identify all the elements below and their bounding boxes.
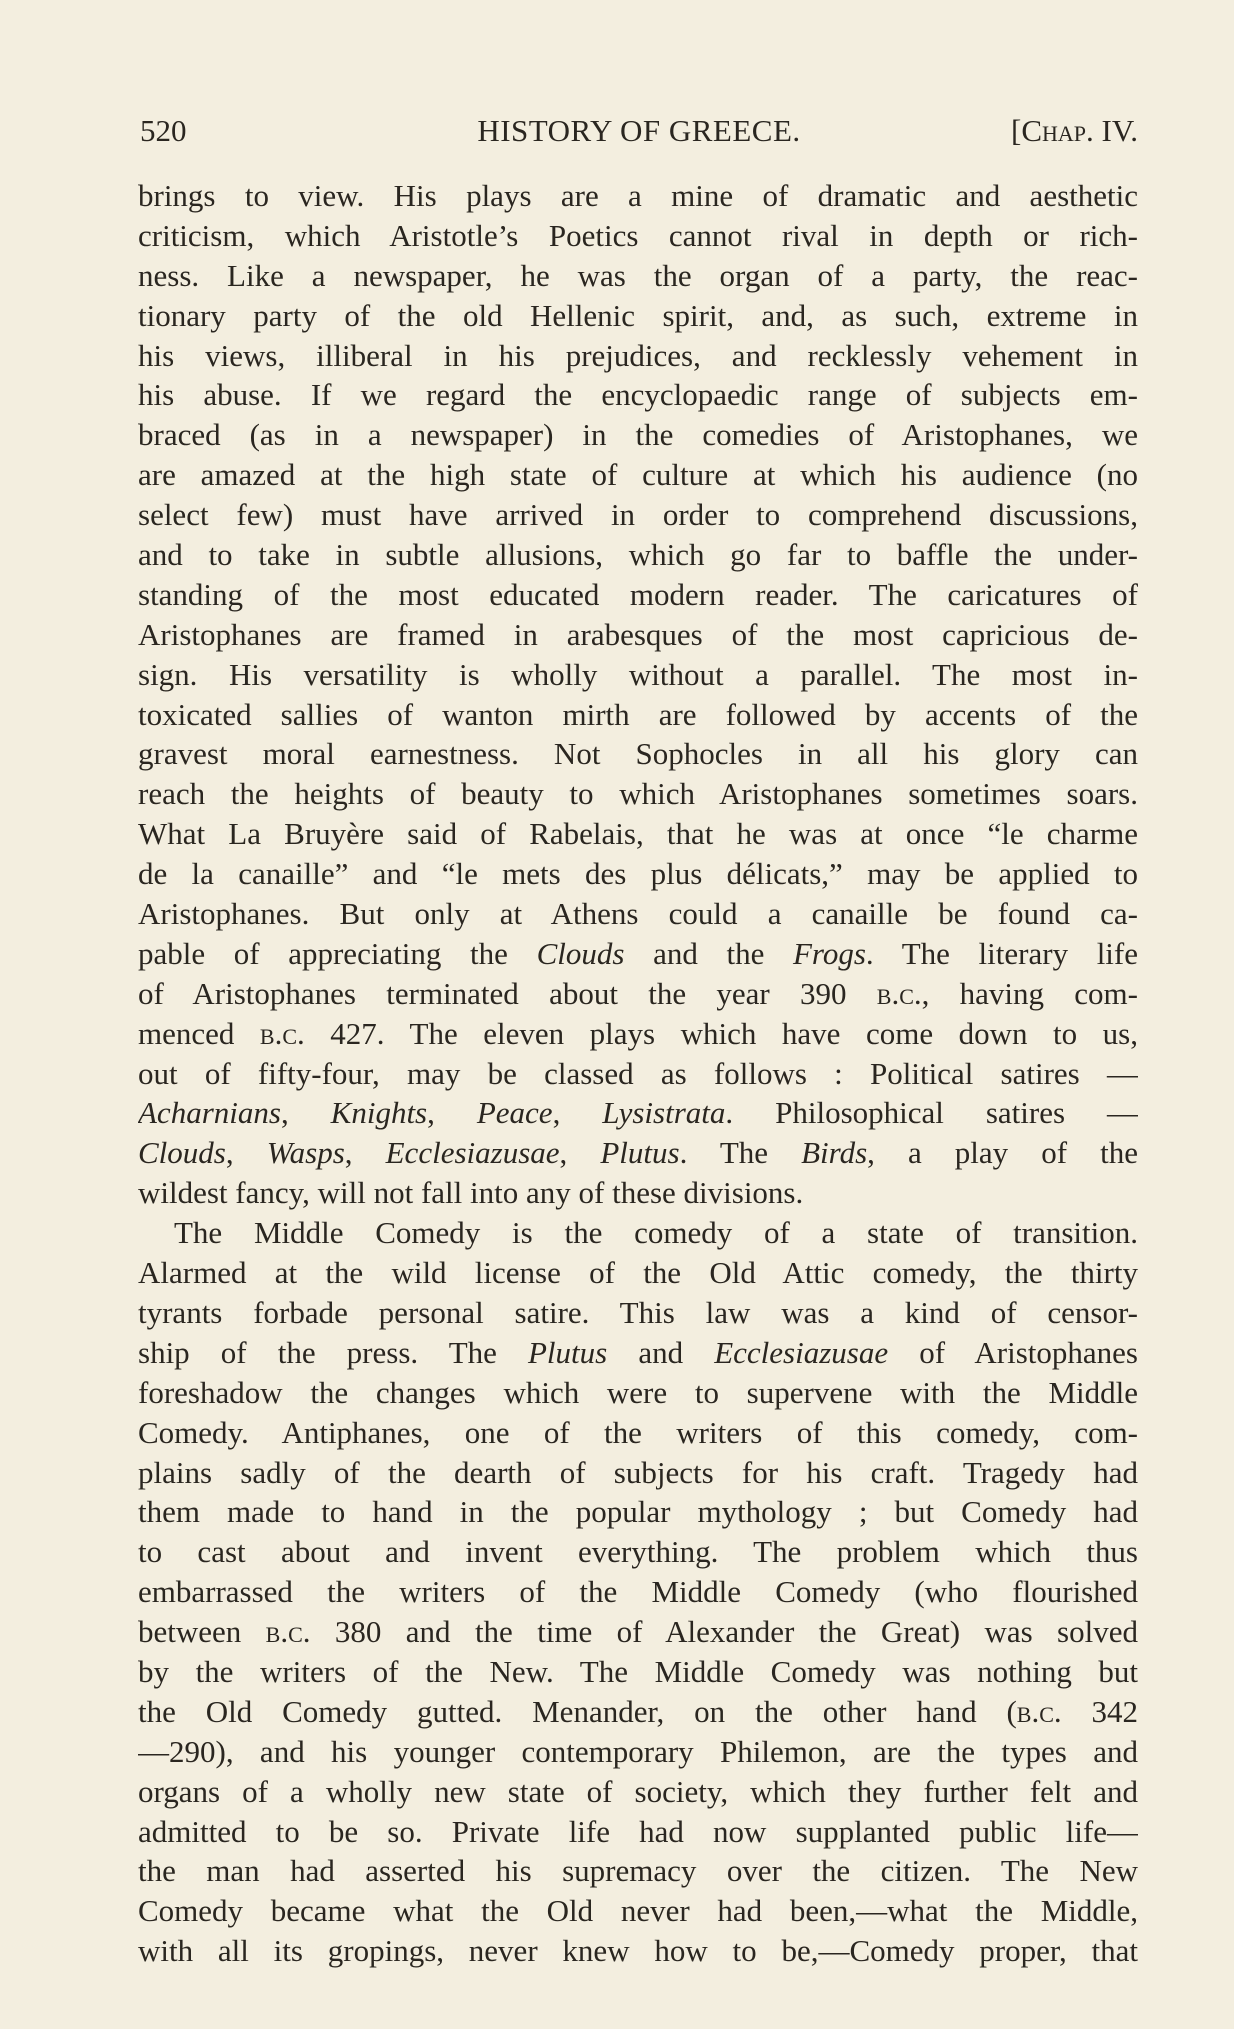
page-number: 520 xyxy=(140,113,187,148)
text-line: select few) must have arrived in order to comprehend discussions, xyxy=(138,497,1138,533)
text-line: Clouds, Wasps, Ecclesiazusae, Plutus. The Birds, a play of the xyxy=(138,1135,1138,1171)
text-line: are amazed at the high state of culture at which his audience (no xyxy=(138,457,1138,493)
text-line: organs of a wholly new state of society, which they further felt and xyxy=(138,1773,1138,1809)
text-line: brings to view. His plays are a mine of dramatic and aesthetic xyxy=(138,178,1138,213)
text-line: braced (as in a newspaper) in the comedies of Aristophanes, we xyxy=(138,417,1138,453)
text-line: foreshadow the changes which were to supervene with the Middle xyxy=(138,1374,1138,1410)
text-line: reach the heights of beauty to which Aristophanes sometimes soars. xyxy=(138,776,1138,812)
text-line: the man had asserted his supremacy over the citizen. The New xyxy=(138,1853,1138,1889)
text-line: to cast about and invent everything. The problem which thus xyxy=(138,1534,1138,1570)
text-line: out of fifty-four, may be classed as follows : Political satires — xyxy=(138,1055,1138,1091)
text-line: Comedy. Antiphanes, one of the writers of this comedy, com- xyxy=(138,1414,1138,1450)
text-line: —290), and his younger contemporary Philemon, are the types and xyxy=(138,1733,1138,1769)
running-title: HISTORY OF GREECE. xyxy=(477,113,801,148)
text-line: with all its gropings, never knew how to be,—Comedy proper, that xyxy=(138,1933,1138,1969)
text-line: de la canaille” and “le mets des plus délicats,” may be applied to xyxy=(138,856,1138,892)
text-line: Comedy became what the Old never had been,—what the Middle, xyxy=(138,1893,1138,1929)
text-line: Alarmed at the wild license of the Old Attic comedy, the thirty xyxy=(138,1255,1138,1291)
text-line: plains sadly of the dearth of subjects for his craft. Tragedy had xyxy=(138,1454,1138,1490)
text-line: and to take in subtle allusions, which go far to baffle the under- xyxy=(138,537,1138,573)
text-line: ship of the press. The Plutus and Ecclesiazusae of Aristophanes xyxy=(138,1334,1138,1370)
text-line: them made to hand in the popular mythology ; but Comedy had xyxy=(138,1494,1138,1530)
paragraph-first-line: The Middle Comedy is the comedy of a state of transition. xyxy=(174,1215,1138,1251)
text-line: criticism, which Aristotle’s Poetics cannot rival in depth or rich- xyxy=(138,217,1138,253)
text-line: standing of the most educated modern reader. The caricatures of xyxy=(138,576,1138,612)
text-line: gravest moral earnestness. Not Sophocles in all his glory can xyxy=(138,736,1138,772)
text-line: his abuse. If we regard the encyclopaedic range of subjects em- xyxy=(138,377,1138,413)
text-line: of Aristophanes terminated about the year 390 b.c., having com- xyxy=(138,975,1138,1011)
text-line: Acharnians, Knights, Peace, Lysistrata. Philosophical satires — xyxy=(138,1095,1138,1131)
text-line: the Old Comedy gutted. Menander, on the other hand (b.c. 342 xyxy=(138,1693,1138,1729)
text-line: wildest fancy, will not fall into any of these divisions. xyxy=(138,1175,804,1211)
text-line: his views, illiberal in his prejudices, and recklessly vehement in xyxy=(138,337,1138,373)
body-text xyxy=(138,176,1138,1971)
text-line: Aristophanes. But only at Athens could a canaille be found ca- xyxy=(138,896,1138,932)
text-line: ness. Like a newspaper, he was the organ of a party, the reac- xyxy=(138,257,1138,293)
text-line: sign. His versatility is wholly without a parallel. The most in- xyxy=(138,656,1138,692)
chapter-label: [Chap. IV. xyxy=(1011,113,1138,148)
text-line: between b.c. 380 and the time of Alexander the Great) was solved xyxy=(138,1614,1138,1650)
text-line: embarrassed the writers of the Middle Comedy (who flourished xyxy=(138,1574,1138,1610)
running-header xyxy=(140,108,1138,154)
text-line: menced b.c. 427. The eleven plays which have come down to us, xyxy=(138,1015,1138,1051)
text-line: by the writers of the New. The Middle Comedy was nothing but xyxy=(138,1653,1138,1689)
text-line: admitted to be so. Private life had now supplanted public life— xyxy=(138,1813,1138,1849)
text-line: Aristophanes are framed in arabesques of the most capricious de- xyxy=(138,616,1138,652)
text-line: tyrants forbade personal satire. This law was a kind of censor- xyxy=(138,1294,1138,1330)
text-line: pable of appreciating the Clouds and the Frogs. The literary life xyxy=(138,935,1138,971)
text-line: What La Bruyère said of Rabelais, that he was at once “le charme xyxy=(138,816,1138,852)
text-line: tionary party of the old Hellenic spirit, and, as such, extreme in xyxy=(138,297,1138,333)
text-line: toxicated sallies of wanton mirth are followed by accents of the xyxy=(138,696,1138,732)
